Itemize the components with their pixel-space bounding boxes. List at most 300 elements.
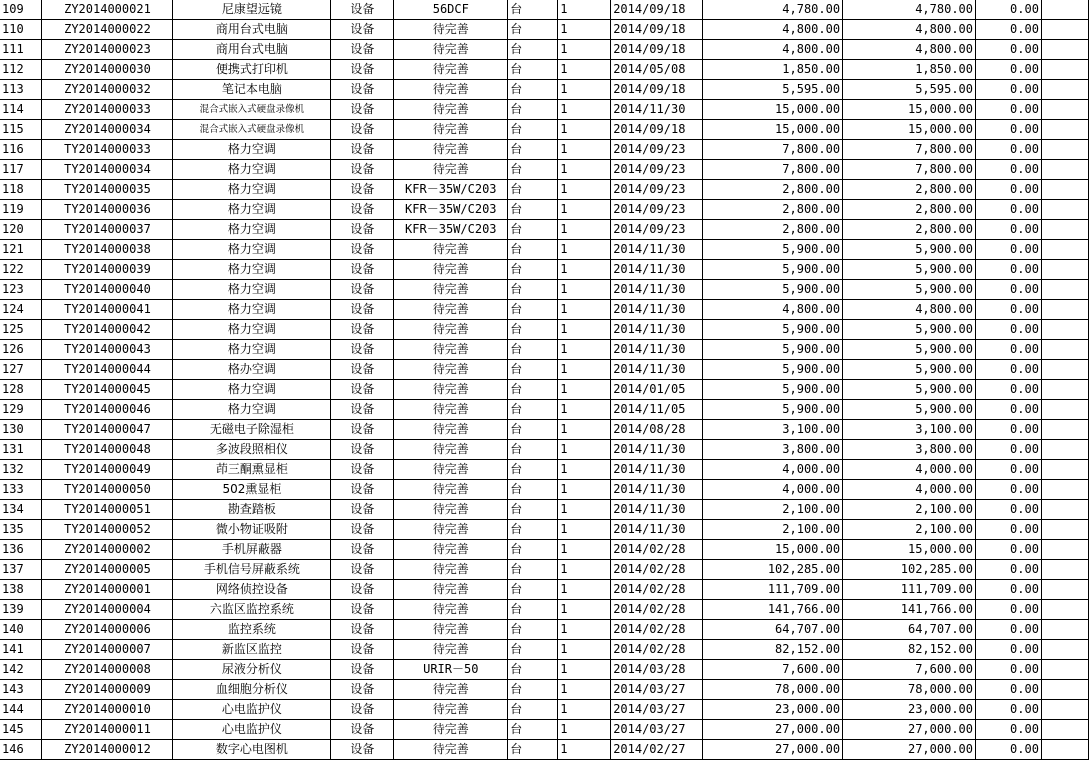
amount-cell[interactable]: 2,800.00 [703,220,843,240]
category-cell[interactable]: 设备 [331,380,394,400]
empty-cell[interactable] [1041,640,1088,660]
spec-cell[interactable]: 待完善 [394,340,508,360]
row-number-cell[interactable]: 130 [0,420,42,440]
amount-cell[interactable]: 64,707.00 [703,620,843,640]
amount-cell[interactable]: 4,800.00 [703,40,843,60]
category-cell[interactable]: 设备 [331,60,394,80]
asset-code-cell[interactable]: TY2014000034 [42,160,173,180]
amount-cell[interactable]: 23,000.00 [703,700,843,720]
empty-cell[interactable] [1041,660,1088,680]
unit-cell[interactable]: 台 [508,140,558,160]
spec-cell[interactable]: 待完善 [394,20,508,40]
category-cell[interactable]: 设备 [331,400,394,420]
amount-cell[interactable]: 4,000.00 [703,480,843,500]
asset-code-cell[interactable]: ZY2014000030 [42,60,173,80]
asset-name-cell[interactable]: 混合式嵌入式硬盘录像机 [173,100,331,120]
asset-code-cell[interactable]: ZY2014000021 [42,0,173,20]
empty-cell[interactable] [1041,600,1088,620]
category-cell[interactable]: 设备 [331,340,394,360]
depreciation-cell[interactable]: 0.00 [976,200,1042,220]
row-number-cell[interactable]: 145 [0,720,42,740]
empty-cell[interactable] [1041,280,1088,300]
date-cell[interactable]: 2014/11/30 [611,440,703,460]
spec-cell[interactable]: 待完善 [394,60,508,80]
spec-cell[interactable]: 待完善 [394,380,508,400]
asset-name-cell[interactable]: 格力空调 [173,320,331,340]
asset-code-cell[interactable]: TY2014000050 [42,480,173,500]
row-number-cell[interactable]: 110 [0,20,42,40]
spec-cell[interactable]: 待完善 [394,580,508,600]
unit-cell[interactable]: 台 [508,700,558,720]
quantity-cell[interactable]: 1 [558,520,611,540]
unit-cell[interactable]: 台 [508,520,558,540]
amount-cell[interactable]: 5,900.00 [703,320,843,340]
value-cell[interactable]: 1,850.00 [843,60,976,80]
quantity-cell[interactable]: 1 [558,420,611,440]
asset-name-cell[interactable]: 六监区监控系统 [173,600,331,620]
quantity-cell[interactable]: 1 [558,20,611,40]
depreciation-cell[interactable]: 0.00 [976,660,1042,680]
asset-code-cell[interactable]: TY2014000043 [42,340,173,360]
asset-code-cell[interactable]: ZY2014000008 [42,660,173,680]
quantity-cell[interactable]: 1 [558,260,611,280]
date-cell[interactable]: 2014/02/27 [611,740,703,760]
row-number-cell[interactable]: 121 [0,240,42,260]
depreciation-cell[interactable]: 0.00 [976,600,1042,620]
empty-cell[interactable] [1041,200,1088,220]
depreciation-cell[interactable]: 0.00 [976,720,1042,740]
asset-code-cell[interactable]: TY2014000048 [42,440,173,460]
asset-name-cell[interactable]: 新监区监控 [173,640,331,660]
unit-cell[interactable]: 台 [508,580,558,600]
spec-cell[interactable]: 待完善 [394,360,508,380]
empty-cell[interactable] [1041,300,1088,320]
depreciation-cell[interactable]: 0.00 [976,240,1042,260]
unit-cell[interactable]: 台 [508,100,558,120]
row-number-cell[interactable]: 109 [0,0,42,20]
row-number-cell[interactable]: 117 [0,160,42,180]
value-cell[interactable]: 4,000.00 [843,460,976,480]
spec-cell[interactable]: KFR－35W/C203 [394,200,508,220]
category-cell[interactable]: 设备 [331,600,394,620]
amount-cell[interactable]: 78,000.00 [703,680,843,700]
spec-cell[interactable]: 待完善 [394,40,508,60]
category-cell[interactable]: 设备 [331,120,394,140]
row-number-cell[interactable]: 125 [0,320,42,340]
amount-cell[interactable]: 2,800.00 [703,200,843,220]
date-cell[interactable]: 2014/11/30 [611,500,703,520]
row-number-cell[interactable]: 128 [0,380,42,400]
unit-cell[interactable]: 台 [508,420,558,440]
row-number-cell[interactable]: 146 [0,740,42,760]
category-cell[interactable]: 设备 [331,320,394,340]
asset-name-cell[interactable]: 手机屏蔽器 [173,540,331,560]
asset-name-cell[interactable]: 多波段照相仪 [173,440,331,460]
date-cell[interactable]: 2014/11/30 [611,280,703,300]
depreciation-cell[interactable]: 0.00 [976,40,1042,60]
row-number-cell[interactable]: 112 [0,60,42,80]
empty-cell[interactable] [1041,580,1088,600]
category-cell[interactable]: 设备 [331,660,394,680]
asset-name-cell[interactable]: 格力空调 [173,240,331,260]
amount-cell[interactable]: 4,000.00 [703,460,843,480]
quantity-cell[interactable]: 1 [558,680,611,700]
category-cell[interactable]: 设备 [331,700,394,720]
asset-code-cell[interactable]: TY2014000040 [42,280,173,300]
asset-name-cell[interactable]: 监控系统 [173,620,331,640]
depreciation-cell[interactable]: 0.00 [976,260,1042,280]
category-cell[interactable]: 设备 [331,200,394,220]
asset-code-cell[interactable]: TY2014000045 [42,380,173,400]
category-cell[interactable]: 设备 [331,140,394,160]
asset-code-cell[interactable]: TY2014000047 [42,420,173,440]
value-cell[interactable]: 4,800.00 [843,20,976,40]
value-cell[interactable]: 82,152.00 [843,640,976,660]
amount-cell[interactable]: 15,000.00 [703,540,843,560]
spec-cell[interactable]: 待完善 [394,260,508,280]
quantity-cell[interactable]: 1 [558,240,611,260]
row-number-cell[interactable]: 120 [0,220,42,240]
row-number-cell[interactable]: 140 [0,620,42,640]
date-cell[interactable]: 2014/02/28 [611,580,703,600]
row-number-cell[interactable]: 131 [0,440,42,460]
asset-name-cell[interactable]: 格力空调 [173,300,331,320]
category-cell[interactable]: 设备 [331,180,394,200]
asset-code-cell[interactable]: ZY2014000004 [42,600,173,620]
value-cell[interactable]: 7,800.00 [843,140,976,160]
date-cell[interactable]: 2014/11/30 [611,460,703,480]
date-cell[interactable]: 2014/11/30 [611,320,703,340]
asset-code-cell[interactable]: ZY2014000033 [42,100,173,120]
date-cell[interactable]: 2014/11/30 [611,260,703,280]
date-cell[interactable]: 2014/09/18 [611,20,703,40]
value-cell[interactable]: 4,780.00 [843,0,976,20]
amount-cell[interactable]: 27,000.00 [703,740,843,760]
asset-name-cell[interactable]: 格办空调 [173,360,331,380]
asset-code-cell[interactable]: ZY2014000006 [42,620,173,640]
unit-cell[interactable]: 台 [508,400,558,420]
value-cell[interactable]: 27,000.00 [843,740,976,760]
quantity-cell[interactable]: 1 [558,500,611,520]
asset-code-cell[interactable]: ZY2014000002 [42,540,173,560]
empty-cell[interactable] [1041,120,1088,140]
asset-code-cell[interactable]: ZY2014000012 [42,740,173,760]
amount-cell[interactable]: 1,850.00 [703,60,843,80]
empty-cell[interactable] [1041,0,1088,20]
quantity-cell[interactable]: 1 [558,140,611,160]
unit-cell[interactable]: 台 [508,160,558,180]
amount-cell[interactable]: 82,152.00 [703,640,843,660]
amount-cell[interactable]: 4,780.00 [703,0,843,20]
empty-cell[interactable] [1041,160,1088,180]
spec-cell[interactable]: KFR－35W/C203 [394,180,508,200]
empty-cell[interactable] [1041,100,1088,120]
empty-cell[interactable] [1041,140,1088,160]
quantity-cell[interactable]: 1 [558,400,611,420]
depreciation-cell[interactable]: 0.00 [976,300,1042,320]
unit-cell[interactable]: 台 [508,480,558,500]
depreciation-cell[interactable]: 0.00 [976,380,1042,400]
date-cell[interactable]: 2014/02/28 [611,600,703,620]
quantity-cell[interactable]: 1 [558,300,611,320]
empty-cell[interactable] [1041,520,1088,540]
amount-cell[interactable]: 5,900.00 [703,280,843,300]
row-number-cell[interactable]: 119 [0,200,42,220]
category-cell[interactable]: 设备 [331,100,394,120]
asset-code-cell[interactable]: ZY2014000032 [42,80,173,100]
empty-cell[interactable] [1041,180,1088,200]
asset-name-cell[interactable]: 格力空调 [173,180,331,200]
row-number-cell[interactable]: 133 [0,480,42,500]
row-number-cell[interactable]: 139 [0,600,42,620]
depreciation-cell[interactable]: 0.00 [976,100,1042,120]
depreciation-cell[interactable]: 0.00 [976,320,1042,340]
date-cell[interactable]: 2014/01/05 [611,380,703,400]
value-cell[interactable]: 23,000.00 [843,700,976,720]
spec-cell[interactable]: 待完善 [394,160,508,180]
category-cell[interactable]: 设备 [331,260,394,280]
asset-code-cell[interactable]: TY2014000033 [42,140,173,160]
asset-code-cell[interactable]: ZY2014000011 [42,720,173,740]
quantity-cell[interactable]: 1 [558,180,611,200]
amount-cell[interactable]: 27,000.00 [703,720,843,740]
date-cell[interactable]: 2014/09/18 [611,40,703,60]
asset-name-cell[interactable]: 格力空调 [173,200,331,220]
unit-cell[interactable]: 台 [508,640,558,660]
row-number-cell[interactable]: 113 [0,80,42,100]
asset-code-cell[interactable]: TY2014000052 [42,520,173,540]
amount-cell[interactable]: 102,285.00 [703,560,843,580]
asset-name-cell[interactable]: 商用台式电脑 [173,40,331,60]
date-cell[interactable]: 2014/03/28 [611,660,703,680]
value-cell[interactable]: 15,000.00 [843,540,976,560]
amount-cell[interactable]: 5,900.00 [703,380,843,400]
asset-code-cell[interactable]: ZY2014000005 [42,560,173,580]
value-cell[interactable]: 2,100.00 [843,520,976,540]
asset-code-cell[interactable]: TY2014000046 [42,400,173,420]
spec-cell[interactable]: 待完善 [394,560,508,580]
unit-cell[interactable]: 台 [508,500,558,520]
amount-cell[interactable]: 5,900.00 [703,240,843,260]
asset-code-cell[interactable]: TY2014000051 [42,500,173,520]
value-cell[interactable]: 5,900.00 [843,240,976,260]
asset-code-cell[interactable]: TY2014000036 [42,200,173,220]
date-cell[interactable]: 2014/09/23 [611,140,703,160]
empty-cell[interactable] [1041,80,1088,100]
date-cell[interactable]: 2014/02/28 [611,540,703,560]
asset-name-cell[interactable]: 笔记本电脑 [173,80,331,100]
spec-cell[interactable]: 待完善 [394,400,508,420]
empty-cell[interactable] [1041,380,1088,400]
amount-cell[interactable]: 2,100.00 [703,520,843,540]
quantity-cell[interactable]: 1 [558,560,611,580]
empty-cell[interactable] [1041,680,1088,700]
quantity-cell[interactable]: 1 [558,220,611,240]
unit-cell[interactable]: 台 [508,380,558,400]
value-cell[interactable]: 5,900.00 [843,320,976,340]
spec-cell[interactable]: 待完善 [394,540,508,560]
value-cell[interactable]: 27,000.00 [843,720,976,740]
depreciation-cell[interactable]: 0.00 [976,420,1042,440]
unit-cell[interactable]: 台 [508,360,558,380]
asset-name-cell[interactable]: 格力空调 [173,260,331,280]
amount-cell[interactable]: 2,800.00 [703,180,843,200]
asset-code-cell[interactable]: TY2014000038 [42,240,173,260]
quantity-cell[interactable]: 1 [558,360,611,380]
category-cell[interactable]: 设备 [331,40,394,60]
asset-code-cell[interactable]: ZY2014000034 [42,120,173,140]
asset-name-cell[interactable]: 502熏显柜 [173,480,331,500]
amount-cell[interactable]: 7,800.00 [703,140,843,160]
unit-cell[interactable]: 台 [508,300,558,320]
asset-name-cell[interactable]: 格力空调 [173,340,331,360]
spec-cell[interactable]: 待完善 [394,100,508,120]
value-cell[interactable]: 5,900.00 [843,280,976,300]
quantity-cell[interactable]: 1 [558,280,611,300]
date-cell[interactable]: 2014/02/28 [611,560,703,580]
asset-code-cell[interactable]: ZY2014000009 [42,680,173,700]
row-number-cell[interactable]: 144 [0,700,42,720]
asset-name-cell[interactable]: 无磁电子除湿柜 [173,420,331,440]
date-cell[interactable]: 2014/02/28 [611,620,703,640]
date-cell[interactable]: 2014/11/30 [611,340,703,360]
asset-name-cell[interactable]: 尿液分析仪 [173,660,331,680]
asset-name-cell[interactable]: 混合式嵌入式硬盘录像机 [173,120,331,140]
asset-code-cell[interactable]: TY2014000041 [42,300,173,320]
depreciation-cell[interactable]: 0.00 [976,80,1042,100]
spec-cell[interactable]: 待完善 [394,740,508,760]
empty-cell[interactable] [1041,740,1088,760]
amount-cell[interactable]: 15,000.00 [703,100,843,120]
unit-cell[interactable]: 台 [508,220,558,240]
depreciation-cell[interactable]: 0.00 [976,0,1042,20]
asset-code-cell[interactable]: TY2014000042 [42,320,173,340]
date-cell[interactable]: 2014/02/28 [611,640,703,660]
category-cell[interactable]: 设备 [331,560,394,580]
asset-name-cell[interactable]: 商用台式电脑 [173,20,331,40]
depreciation-cell[interactable]: 0.00 [976,740,1042,760]
depreciation-cell[interactable]: 0.00 [976,480,1042,500]
depreciation-cell[interactable]: 0.00 [976,360,1042,380]
empty-cell[interactable] [1041,420,1088,440]
amount-cell[interactable]: 7,600.00 [703,660,843,680]
value-cell[interactable]: 111,709.00 [843,580,976,600]
asset-name-cell[interactable]: 勘查踏板 [173,500,331,520]
row-number-cell[interactable]: 124 [0,300,42,320]
quantity-cell[interactable]: 1 [558,460,611,480]
row-number-cell[interactable]: 132 [0,460,42,480]
asset-code-cell[interactable]: TY2014000037 [42,220,173,240]
quantity-cell[interactable]: 1 [558,720,611,740]
empty-cell[interactable] [1041,720,1088,740]
row-number-cell[interactable]: 134 [0,500,42,520]
value-cell[interactable]: 2,800.00 [843,180,976,200]
spec-cell[interactable]: KFR－35W/C203 [394,220,508,240]
depreciation-cell[interactable]: 0.00 [976,20,1042,40]
empty-cell[interactable] [1041,700,1088,720]
spec-cell[interactable]: 待完善 [394,700,508,720]
depreciation-cell[interactable]: 0.00 [976,540,1042,560]
depreciation-cell[interactable]: 0.00 [976,340,1042,360]
unit-cell[interactable]: 台 [508,180,558,200]
asset-code-cell[interactable]: ZY2014000022 [42,20,173,40]
value-cell[interactable]: 5,900.00 [843,380,976,400]
asset-code-cell[interactable]: TY2014000039 [42,260,173,280]
value-cell[interactable]: 15,000.00 [843,100,976,120]
date-cell[interactable]: 2014/11/30 [611,300,703,320]
asset-name-cell[interactable]: 网络侦控设备 [173,580,331,600]
depreciation-cell[interactable]: 0.00 [976,440,1042,460]
amount-cell[interactable]: 5,595.00 [703,80,843,100]
date-cell[interactable]: 2014/03/27 [611,720,703,740]
amount-cell[interactable]: 4,800.00 [703,20,843,40]
quantity-cell[interactable]: 1 [558,740,611,760]
unit-cell[interactable]: 台 [508,20,558,40]
asset-name-cell[interactable]: 数字心电图机 [173,740,331,760]
date-cell[interactable]: 2014/09/23 [611,220,703,240]
value-cell[interactable]: 141,766.00 [843,600,976,620]
quantity-cell[interactable]: 1 [558,480,611,500]
value-cell[interactable]: 4,000.00 [843,480,976,500]
value-cell[interactable]: 2,100.00 [843,500,976,520]
spec-cell[interactable]: 待完善 [394,600,508,620]
spec-cell[interactable]: 待完善 [394,80,508,100]
asset-name-cell[interactable]: 心电监护仪 [173,700,331,720]
asset-code-cell[interactable]: ZY2014000023 [42,40,173,60]
category-cell[interactable]: 设备 [331,640,394,660]
asset-name-cell[interactable]: 微小物证吸附 [173,520,331,540]
amount-cell[interactable]: 5,900.00 [703,400,843,420]
depreciation-cell[interactable]: 0.00 [976,180,1042,200]
unit-cell[interactable]: 台 [508,560,558,580]
asset-code-cell[interactable]: ZY2014000007 [42,640,173,660]
depreciation-cell[interactable]: 0.00 [976,140,1042,160]
row-number-cell[interactable]: 114 [0,100,42,120]
amount-cell[interactable]: 5,900.00 [703,360,843,380]
category-cell[interactable]: 设备 [331,580,394,600]
amount-cell[interactable]: 7,800.00 [703,160,843,180]
depreciation-cell[interactable]: 0.00 [976,460,1042,480]
depreciation-cell[interactable]: 0.00 [976,520,1042,540]
spec-cell[interactable]: 待完善 [394,420,508,440]
quantity-cell[interactable]: 1 [558,160,611,180]
asset-name-cell[interactable]: 格力空调 [173,380,331,400]
row-number-cell[interactable]: 126 [0,340,42,360]
date-cell[interactable]: 2014/09/18 [611,0,703,20]
category-cell[interactable]: 设备 [331,80,394,100]
empty-cell[interactable] [1041,620,1088,640]
unit-cell[interactable]: 台 [508,720,558,740]
asset-name-cell[interactable]: 手机信号屏蔽系统 [173,560,331,580]
quantity-cell[interactable]: 1 [558,340,611,360]
category-cell[interactable]: 设备 [331,220,394,240]
unit-cell[interactable]: 台 [508,40,558,60]
spec-cell[interactable]: 待完善 [394,520,508,540]
asset-name-cell[interactable]: 便携式打印机 [173,60,331,80]
value-cell[interactable]: 5,900.00 [843,260,976,280]
spec-cell[interactable]: 待完善 [394,480,508,500]
quantity-cell[interactable]: 1 [558,660,611,680]
value-cell[interactable]: 102,285.00 [843,560,976,580]
empty-cell[interactable] [1041,440,1088,460]
date-cell[interactable]: 2014/09/18 [611,120,703,140]
asset-name-cell[interactable]: 格力空调 [173,220,331,240]
amount-cell[interactable]: 4,800.00 [703,300,843,320]
spec-cell[interactable]: 待完善 [394,720,508,740]
quantity-cell[interactable]: 1 [558,640,611,660]
quantity-cell[interactable]: 1 [558,0,611,20]
category-cell[interactable]: 设备 [331,20,394,40]
